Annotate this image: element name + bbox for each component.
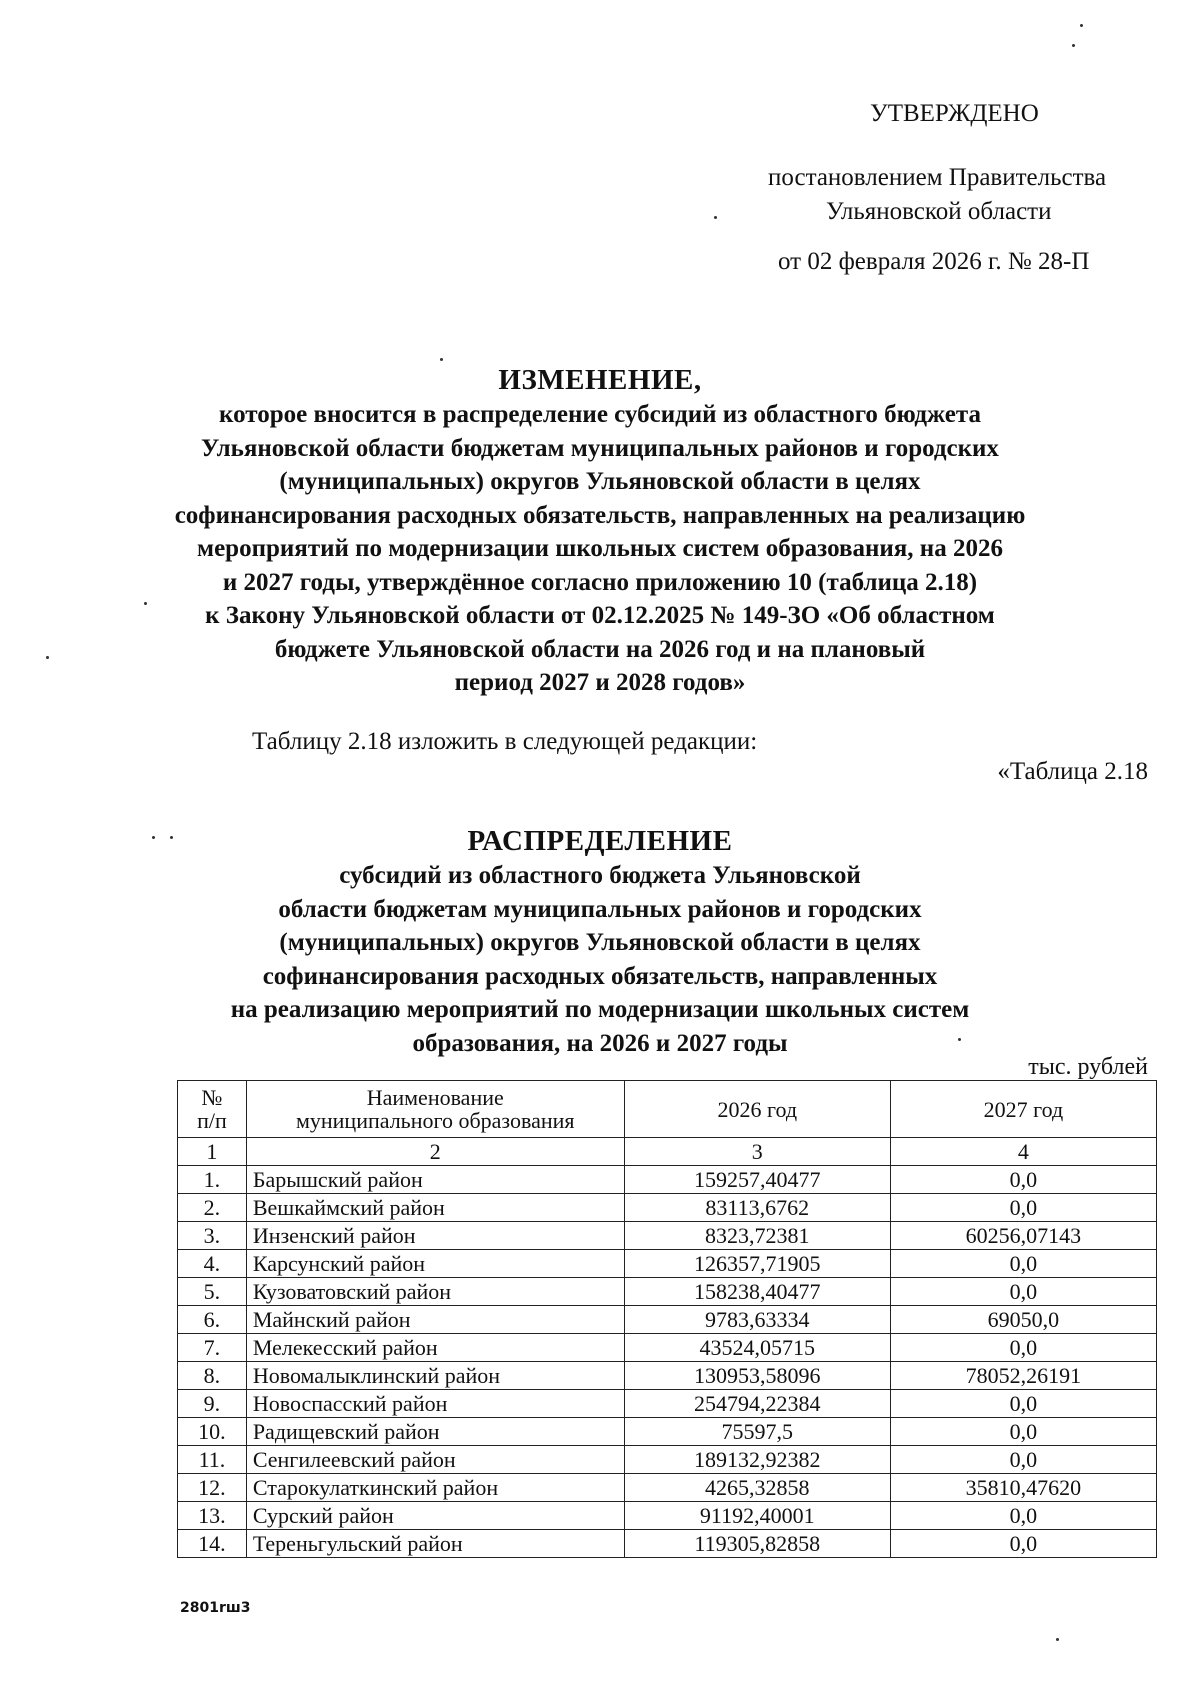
row-value-2026: 75597,5 <box>624 1418 890 1446</box>
scan-speck <box>958 1038 961 1041</box>
row-number: 4. <box>178 1250 247 1278</box>
row-value-2026: 8323,72381 <box>624 1222 890 1250</box>
distribution-line: (муниципальных) округов Ульяновской области в целях <box>279 929 921 956</box>
row-number: 8. <box>178 1362 247 1390</box>
change-line: и 2027 годы, утверждённое согласно приложению 10 (таблица 2.18) <box>222 568 978 596</box>
table-row <box>178 1222 1157 1250</box>
distribution-title: РАСПРЕДЕЛЕНИЕ <box>467 825 733 857</box>
scan-speck <box>46 656 49 659</box>
row-number: 11. <box>178 1446 247 1474</box>
row-name: Вешкаймский район <box>246 1194 624 1222</box>
subsidy-table <box>177 1080 1157 1558</box>
scan-speck <box>1080 24 1083 27</box>
approval-line1: постановлением Правительства <box>768 164 1107 191</box>
table-header-row <box>178 1081 1157 1138</box>
header-year-2027: 2027 год <box>890 1081 1156 1138</box>
change-line: которое вносится в распределение субсидий из областного бюджета <box>219 401 981 428</box>
column-number: 4 <box>890 1138 1156 1166</box>
change-line: период 2027 и 2028 годов» <box>454 669 746 696</box>
row-value-2027: 0,0 <box>890 1390 1156 1418</box>
row-value-2027: 69050,0 <box>890 1306 1156 1334</box>
header-name <box>246 1081 624 1138</box>
row-value-2026: 189132,92382 <box>624 1446 890 1474</box>
header-number-line2: п/п <box>197 1108 227 1133</box>
row-number: 9. <box>178 1390 247 1418</box>
distribution-line: образования, на 2026 и 2027 годы <box>412 1029 788 1057</box>
row-name: Барышский район <box>246 1166 624 1194</box>
change-line: софинансирования расходных обязательств, направленных на реализацию <box>174 501 1026 529</box>
row-number: 5. <box>178 1278 247 1306</box>
approval-title: УТВЕРЖДЕНО <box>870 100 1039 127</box>
change-line: мероприятий по модернизации школьных систем образования, на 2026 <box>197 535 1003 562</box>
table-label: «Таблица 2.18 <box>997 758 1148 785</box>
row-value-2027: 60256,07143 <box>890 1222 1156 1250</box>
table-row <box>178 1446 1157 1474</box>
row-number: 1. <box>178 1166 247 1194</box>
distribution-line: на реализацию мероприятий по модернизации школьных систем <box>230 996 970 1023</box>
scan-speck <box>1072 44 1075 47</box>
row-name: Кузоватовский район <box>246 1278 624 1306</box>
change-line: (муниципальных) округов Ульяновской области в целях <box>279 468 921 495</box>
table-row <box>178 1194 1157 1222</box>
row-number: 2. <box>178 1194 247 1222</box>
table-row <box>178 1418 1157 1446</box>
distribution-line: субсидий из областного бюджета Ульяновской <box>339 862 861 889</box>
table-row <box>178 1306 1157 1334</box>
document-code: 2801rш3 <box>180 1600 251 1616</box>
table-body <box>178 1166 1157 1558</box>
column-number: 3 <box>624 1138 890 1166</box>
row-value-2027: 0,0 <box>890 1278 1156 1306</box>
row-name: Новомалыклинский район <box>246 1362 624 1390</box>
row-number: 3. <box>178 1222 247 1250</box>
row-value-2026: 4265,32858 <box>624 1474 890 1502</box>
row-value-2027: 0,0 <box>890 1250 1156 1278</box>
change-title: ИЗМЕНЕНИЕ, <box>498 364 702 396</box>
row-name: Тереньгульский район <box>246 1530 624 1558</box>
scan-speck <box>1056 1638 1059 1641</box>
units-label: тыс. рублей <box>1028 1054 1148 1080</box>
table-row <box>178 1166 1157 1194</box>
row-name: Карсунский район <box>246 1250 624 1278</box>
row-number: 10. <box>178 1418 247 1446</box>
row-value-2027: 35810,47620 <box>890 1474 1156 1502</box>
row-name: Инзенский район <box>246 1222 624 1250</box>
row-number: 12. <box>178 1474 247 1502</box>
table-row <box>178 1530 1157 1558</box>
table-row <box>178 1474 1157 1502</box>
scan-speck <box>714 216 717 219</box>
row-value-2026: 43524,05715 <box>624 1334 890 1362</box>
row-value-2026: 83113,6762 <box>624 1194 890 1222</box>
table-row <box>178 1362 1157 1390</box>
approval-line2: Ульяновской области <box>826 198 1052 225</box>
row-number: 14. <box>178 1530 247 1558</box>
row-number: 13. <box>178 1502 247 1530</box>
row-name: Радищевский район <box>246 1418 624 1446</box>
distribution-heading <box>160 823 1040 1060</box>
header-name-line2: муниципального образования <box>295 1108 575 1133</box>
row-value-2026: 119305,82858 <box>624 1530 890 1558</box>
row-value-2027: 0,0 <box>890 1334 1156 1362</box>
row-value-2026: 9783,63334 <box>624 1306 890 1334</box>
row-value-2027: 0,0 <box>890 1530 1156 1558</box>
table-row <box>178 1278 1157 1306</box>
scan-speck <box>152 836 155 839</box>
column-number: 1 <box>178 1138 247 1166</box>
header-name-line1: Наименование <box>366 1085 504 1110</box>
change-heading <box>160 362 1040 700</box>
row-value-2027: 0,0 <box>890 1166 1156 1194</box>
row-value-2026: 91192,40001 <box>624 1502 890 1530</box>
instruction-text: Таблицу 2.18 изложить в следующей редакции: <box>252 728 758 755</box>
row-value-2027: 0,0 <box>890 1446 1156 1474</box>
distribution-line: области бюджетам муниципальных районов и городских <box>278 895 922 923</box>
change-line: к Закону Ульяновской области от 02.12.2025 № 149-ЗО «Об областном <box>205 602 995 629</box>
row-number: 7. <box>178 1334 247 1362</box>
header-number-line1: № <box>201 1085 223 1110</box>
row-value-2026: 126357,71905 <box>624 1250 890 1278</box>
row-value-2027: 78052,26191 <box>890 1362 1156 1390</box>
table-row <box>178 1390 1157 1418</box>
header-year-2026: 2026 год <box>624 1081 890 1138</box>
row-name: Старокулаткинский район <box>246 1474 624 1502</box>
scan-speck <box>144 602 147 605</box>
column-number-row <box>178 1138 1157 1166</box>
row-name: Сенгилеевский район <box>246 1446 624 1474</box>
distribution-line: софинансирования расходных обязательств, направленных <box>262 962 938 990</box>
column-number: 2 <box>246 1138 624 1166</box>
header-number <box>178 1081 247 1138</box>
row-name: Новоспасский район <box>246 1390 624 1418</box>
row-number: 6. <box>178 1306 247 1334</box>
table-row <box>178 1502 1157 1530</box>
row-value-2026: 159257,40477 <box>624 1166 890 1194</box>
row-value-2026: 158238,40477 <box>624 1278 890 1306</box>
table-row <box>178 1334 1157 1362</box>
row-name: Сурский район <box>246 1502 624 1530</box>
scan-speck <box>440 358 443 361</box>
row-name: Майнский район <box>246 1306 624 1334</box>
row-name: Мелекесский район <box>246 1334 624 1362</box>
row-value-2027: 0,0 <box>890 1418 1156 1446</box>
row-value-2026: 254794,22384 <box>624 1390 890 1418</box>
change-line: бюджете Ульяновской области на 2026 год и на плановый <box>274 635 926 663</box>
row-value-2026: 130953,58096 <box>624 1362 890 1390</box>
change-line: Ульяновской области бюджетам муниципальных районов и городских <box>201 434 999 462</box>
table-row <box>178 1250 1157 1278</box>
row-value-2027: 0,0 <box>890 1194 1156 1222</box>
scan-speck <box>170 836 173 839</box>
approval-date: от 02 февраля 2026 г. № 28-П <box>778 248 1090 275</box>
row-value-2027: 0,0 <box>890 1502 1156 1530</box>
